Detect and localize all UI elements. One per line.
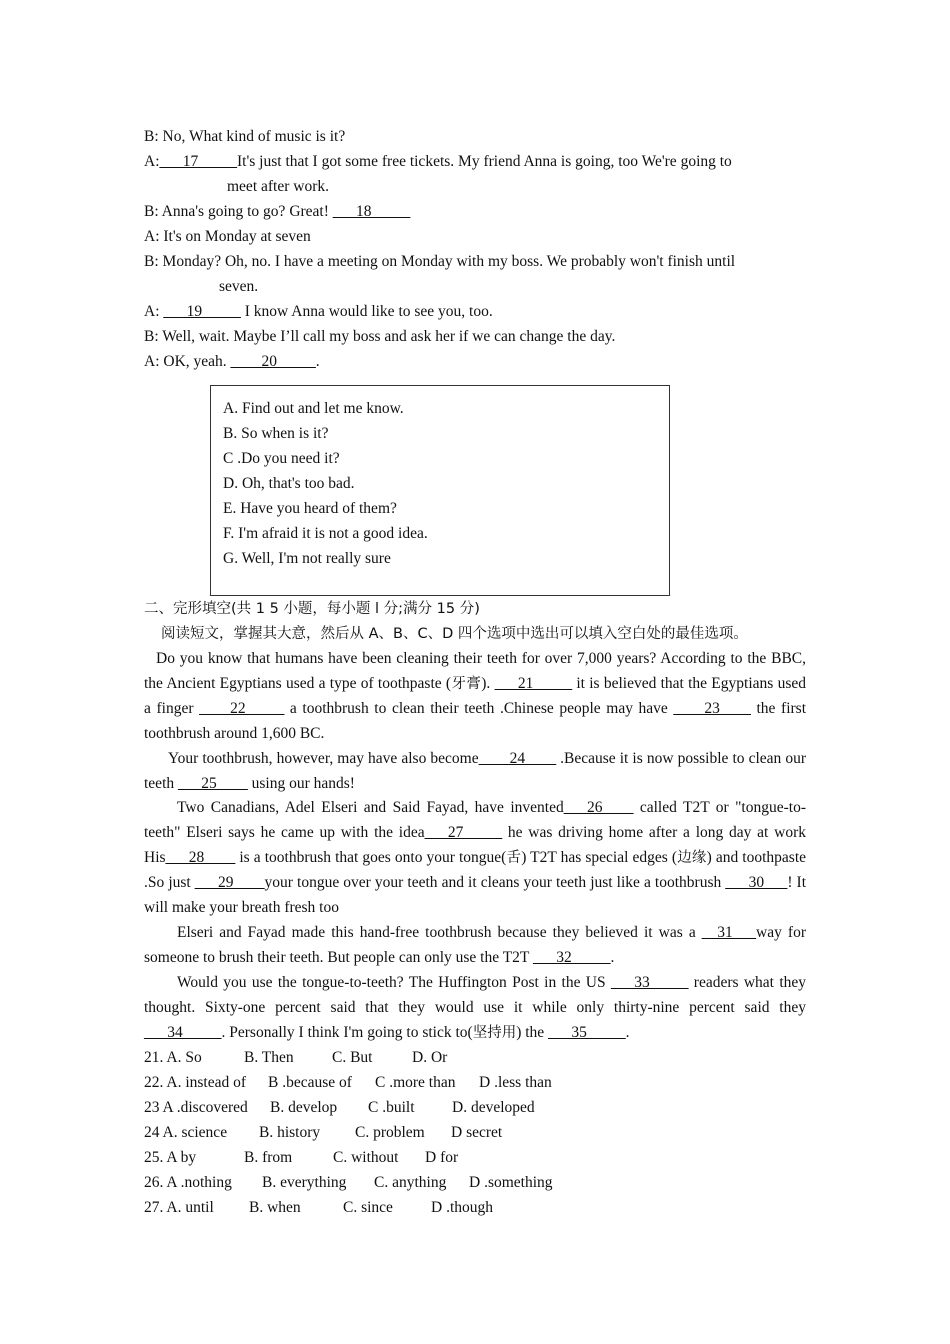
text: Elseri and Fayad made this hand-free toothbrush because they believed it was a	[177, 923, 702, 941]
dialogue-line-b3-cont: seven.	[219, 278, 259, 295]
question-22	[144, 1070, 553, 1095]
passage-paragraph-5	[144, 971, 806, 1046]
speaker: B:	[144, 253, 159, 270]
gloss: 牙膏	[451, 675, 482, 692]
blank-24[interactable]: ____24____	[478, 749, 557, 767]
passage-paragraph-1	[144, 647, 806, 747]
text: a toothbrush to clean their teeth .Chinese people may have	[284, 699, 674, 717]
option-a[interactable]: 24 A. science	[144, 1124, 228, 1141]
speaker: A:	[144, 153, 160, 170]
text: your tongue over your teeth and it cleans your teeth just like a toothbrush	[264, 874, 726, 892]
section-instruction: 阅读短文，掌握其大意，然后从 A、B、C、D 四个选项中选出可以填入空白处的最佳选项。	[161, 626, 748, 642]
blank-33[interactable]: ___33_____	[610, 973, 689, 991]
option-a[interactable]: 25. A by	[144, 1149, 197, 1166]
choice-box	[210, 385, 670, 596]
option-a[interactable]: 23 A .discovered	[144, 1099, 248, 1116]
text: .	[625, 1023, 630, 1041]
choice-d: D. Oh, that's too bad.	[223, 475, 355, 492]
dialogue-text: OK, yeah.	[159, 353, 231, 370]
choice-g: G. Well, I'm not really sure	[223, 550, 391, 567]
text: Your toothbrush, however, may have also become	[168, 749, 479, 767]
option-d[interactable]: D .less than	[479, 1074, 552, 1091]
text: way for someone to brush their teeth. But people can only use the T2T	[144, 923, 806, 966]
option-c[interactable]: C. without	[333, 1149, 399, 1166]
speaker: B:	[144, 203, 159, 220]
dialogue-line-a2	[144, 224, 806, 249]
dialogue-text: It's on Monday at seven	[159, 228, 311, 245]
text: Would you use the tongue-to-teeth? The Huffington Post in the US	[177, 973, 611, 991]
dialogue-line-b4	[144, 324, 806, 349]
option-a[interactable]: 22. A. instead of	[144, 1074, 247, 1091]
speaker: A:	[144, 353, 160, 370]
blank-32[interactable]: ___32_____	[533, 948, 611, 966]
speaker: B:	[144, 328, 159, 345]
question-26	[144, 1170, 553, 1195]
blank-19[interactable]: ___19_____	[163, 303, 241, 320]
option-c[interactable]: C .built	[368, 1099, 415, 1116]
cloze-section	[144, 597, 806, 1046]
option-a[interactable]: 21. A. So	[144, 1049, 202, 1066]
section-title: 二、完形填空(共 1 5 小题，每小题 l 分;满分 15 分)	[144, 601, 480, 617]
option-c[interactable]: C .more than	[375, 1074, 456, 1091]
question-25	[144, 1145, 553, 1170]
speaker: A:	[144, 303, 160, 320]
text: .Because it is now possible to clean our teeth	[144, 749, 806, 792]
dialogue-line-b3	[144, 249, 806, 274]
speaker: B:	[144, 128, 159, 145]
passage-paragraph-4	[144, 921, 806, 971]
blank-31[interactable]: __31___	[701, 923, 757, 941]
passage-paragraph-2	[144, 747, 806, 797]
dialogue-line-a1-cont: meet after work.	[227, 178, 329, 195]
dialogue-text: I know Anna would like to see you, too.	[240, 303, 493, 320]
blank-21[interactable]: ___21_____	[494, 674, 573, 692]
option-d[interactable]: D. developed	[452, 1099, 535, 1116]
option-d[interactable]: D for	[425, 1149, 459, 1166]
question-27	[144, 1195, 553, 1220]
text: readers what they thought. Sixty-one percent said that they would use it while only thirty-nine percent said they	[144, 973, 807, 1016]
option-b[interactable]: B .because of	[268, 1074, 352, 1091]
blank-34[interactable]: ___34_____	[144, 1023, 222, 1041]
dialogue-text: No, What kind of music is it?	[158, 128, 346, 145]
passage-paragraph-3	[144, 796, 806, 921]
text: ) T2T has special edges (	[521, 849, 678, 867]
gloss: 舌	[506, 850, 522, 867]
blank-20[interactable]: ____20_____	[230, 353, 316, 370]
blank-27[interactable]: ___27_____	[424, 824, 503, 842]
text: it is believed that the Egyptians used a finger	[144, 674, 806, 717]
dialogue-line-a1	[144, 149, 806, 174]
option-d[interactable]: D .though	[431, 1199, 493, 1216]
choice-c: C .Do you need it?	[223, 450, 340, 467]
question-24	[144, 1120, 553, 1145]
question-23	[144, 1095, 553, 1120]
choice-b: B. So when is it?	[223, 425, 329, 442]
option-d[interactable]: D .something	[469, 1174, 553, 1191]
gloss: 边缘	[677, 850, 707, 867]
option-b[interactable]: B. Then	[244, 1049, 294, 1066]
text: ) the	[516, 1023, 549, 1041]
text: .	[610, 948, 615, 966]
dialogue	[144, 124, 806, 374]
blank-23[interactable]: ____23____	[673, 699, 751, 717]
choice-e: E. Have you heard of them?	[223, 500, 397, 517]
text: called T2T or "tongue-to-teeth" Elseri says he came up with the idea	[144, 799, 806, 842]
option-d[interactable]: D secret	[451, 1124, 503, 1141]
blank-18[interactable]: ___18_____	[332, 203, 411, 220]
choice-a: A. Find out and let me know.	[223, 400, 404, 417]
option-a[interactable]: 26. A .nothing	[144, 1174, 232, 1191]
option-c[interactable]: C. since	[343, 1199, 393, 1216]
gloss: 坚持用	[472, 1024, 517, 1041]
blank-29[interactable]: ___29____	[194, 874, 265, 892]
dialogue-line-a3	[144, 299, 806, 324]
text: Two Canadians, Adel Elseri and Said Fayad, have invented	[177, 799, 564, 817]
blank-28[interactable]: ___28____	[165, 849, 236, 867]
question-21	[144, 1045, 553, 1070]
dialogue-line-a4	[144, 349, 806, 374]
text: he was driving home after a long day at work His	[144, 824, 806, 867]
option-a[interactable]: 27. A. until	[144, 1199, 214, 1216]
blank-17[interactable]: ___17_____	[159, 153, 237, 170]
option-b[interactable]: B. when	[249, 1199, 301, 1216]
choice-f: F. I'm afraid it is not a good idea.	[223, 525, 428, 542]
option-c[interactable]: C. anything	[374, 1174, 447, 1191]
dialogue-line-b1	[144, 124, 806, 149]
text: the first toothbrush around 1,600 BC.	[144, 699, 806, 742]
dialogue-text: Well, wait. Maybe I’ll call my boss and ask her if we can change the day.	[158, 328, 616, 345]
blank-35[interactable]: ___35_____	[548, 1023, 626, 1041]
option-d[interactable]: D. Or	[412, 1049, 448, 1066]
option-b[interactable]: B. everything	[262, 1174, 347, 1191]
dialogue-text: .	[315, 353, 320, 370]
text: Do you know that humans have been cleaning their teeth for over 7,000 years? According to the BBC, the Ancient Egyptians used a type of toothpaste (	[144, 650, 806, 692]
blank-30[interactable]: ___30___	[725, 874, 788, 892]
option-b[interactable]: B. develop	[270, 1099, 338, 1116]
option-b[interactable]: B. history	[259, 1124, 321, 1141]
dialogue-line-b2	[144, 199, 806, 224]
text: ) and toothpaste .So just	[144, 849, 806, 892]
dialogue-text: Anna's going to go? Great!	[158, 203, 333, 220]
option-c[interactable]: C. But	[332, 1049, 373, 1066]
dialogue-text: It's just that I got some free tickets. My friend Anna is going, too We're going to	[237, 153, 732, 170]
text: is a toothbrush that goes onto your tongue(	[235, 849, 507, 867]
blank-26[interactable]: ___26____	[563, 799, 634, 817]
text: ).	[481, 674, 495, 692]
text: using our hands!	[247, 774, 355, 792]
text: ! It will make your breath fresh too	[144, 874, 807, 917]
text: . Personally I think I'm going to stick to(	[221, 1023, 473, 1041]
question-options	[144, 1045, 553, 1220]
speaker: A:	[144, 228, 160, 245]
option-b[interactable]: B. from	[244, 1149, 293, 1166]
dialogue-text: Monday? Oh, no. I have a meeting on Monday with my boss. We probably won't finish until	[158, 253, 736, 270]
blank-22[interactable]: ____22_____	[199, 699, 285, 717]
option-c[interactable]: C. problem	[355, 1124, 425, 1141]
blank-25[interactable]: ___25____	[178, 774, 248, 792]
